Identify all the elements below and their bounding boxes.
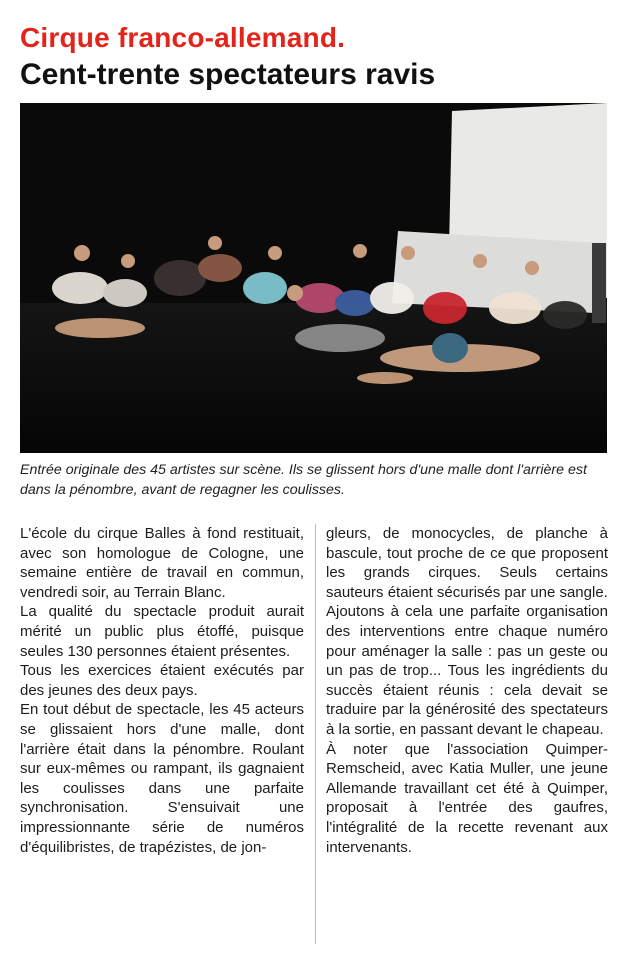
- paragraph: La qualité du spectacle produit aurait mérité un public plus étoffé, puisque seules 130 personnes étaient présentes.: [20, 603, 304, 660]
- photo-caption: Entrée originale des 45 artistes sur scène. Ils se glissent hors d'une malle dont l'arrière est dans la pénombre, avant de regagner les coulisses.: [20, 462, 587, 498]
- article-kicker: Cirque franco-allemand.: [20, 22, 346, 53]
- circus-stage-photo: [20, 103, 607, 453]
- paragraph: À noter que l'association Quimper-Remscheid, avec Katia Muller, une jeune Allemande travaillant cet été à Quimper, proposait à l'entrée des gaufres, l'intégralité de la recette revenant aux intervenants.: [326, 740, 608, 856]
- paragraph: L'école du cirque Balles à fond restituait, avec son homologue de Cologne, une semaine entière de travail en commun, vendredi soir, au Terrain Blanc.: [20, 525, 304, 601]
- paragraph: En tout début de spectacle, les 45 acteurs se glissaient hors d'une malle, dont l'arrière était dans la pénombre. Roulant sur eux-mêmes ou rampant, ils gagnaient les coulisses dans une parfaite synchronisation. S'ensuivait une impressionnante série de numéros d'équilibristes, de trapézistes, de jon-: [20, 701, 304, 856]
- article-headline: Cent-trente spectateurs ravis: [20, 58, 436, 91]
- article-column-right: [326, 524, 608, 857]
- column-divider: [315, 524, 316, 944]
- paragraph: Tous les exercices étaient exécutés par des jeunes des deux pays.: [20, 662, 304, 699]
- paragraph: gleurs, de monocycles, de planche à bascule, tout proche de ce que proposent les grands cirques. Seuls certains sauteurs étaient sécurisés par une sangle.: [326, 525, 608, 601]
- paragraph: Ajoutons à cela une parfaite organisation des interventions entre chaque numéro pour aménager la salle : pas un geste ou un pas de trop... Tous les ingrédients du succès étaient réunis : cela devait se traduire par la générosité des spectateurs à la sortie, en passant devant le chapeau.: [326, 603, 608, 738]
- article-column-left: [20, 524, 304, 857]
- article-photo: [20, 103, 607, 453]
